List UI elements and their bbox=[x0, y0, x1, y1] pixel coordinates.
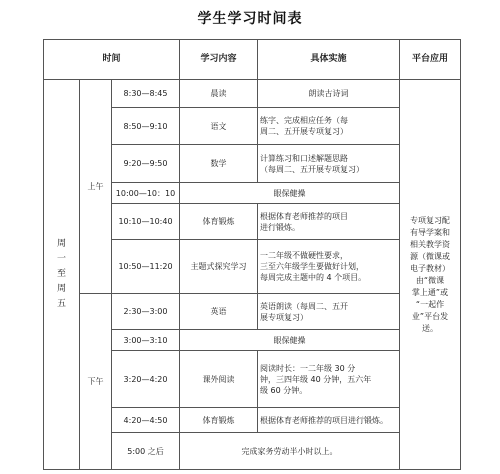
detail-cell: 眼保健操 bbox=[180, 183, 400, 204]
time-cell: 3:20—4:20 bbox=[112, 351, 180, 408]
detail-cell: 英语朗读（每周二、五开 展专项复习） bbox=[258, 294, 400, 330]
detail-cell: 练字、完成相应任务（每 周二、五开展专项复习） bbox=[258, 108, 400, 145]
detail-cell: 朗读古诗词 bbox=[258, 80, 400, 108]
time-cell: 8:50—9:10 bbox=[112, 108, 180, 145]
header-row bbox=[44, 40, 461, 80]
time-cell: 2:30—3:00 bbox=[112, 294, 180, 330]
time-cell: 5:00 之后 bbox=[112, 433, 180, 470]
content-cell: 体育锻炼 bbox=[180, 408, 258, 433]
header-platform: 平台应用 bbox=[400, 40, 461, 80]
content-cell: 晨读 bbox=[180, 80, 258, 108]
platform-cell: 专项复习配 有导学案和 相关教学资 源（微课或 电子教材） 由“微课 掌上通”或 “一起作 业”平台发 送。 bbox=[400, 80, 461, 470]
detail-cell: 一二年级不做硬性要求， 三至六年级学生要做好计划， 每周完成主题中的 4 个项目。 bbox=[258, 240, 400, 294]
table-row bbox=[44, 294, 461, 330]
detail-cell: 眼保健操 bbox=[180, 330, 400, 351]
detail-cell: 阅读时长：一二年级 30 分 钟，三四年级 40 分钟，五六年 级 60 分钟。 bbox=[258, 351, 400, 408]
detail-cell: 根据体育老师推荐的项目 进行锻炼。 bbox=[258, 204, 400, 240]
time-cell: 10:10—10:40 bbox=[112, 204, 180, 240]
period-afternoon: 下午 bbox=[80, 294, 112, 470]
detail-cell: 计算练习和口述解题思路 （每周二、五开展专项复习） bbox=[258, 145, 400, 183]
schedule-table bbox=[43, 39, 461, 470]
content-cell: 课外阅读 bbox=[180, 351, 258, 408]
time-cell: 9:20—9:50 bbox=[112, 145, 180, 183]
table-row bbox=[44, 80, 461, 108]
day-range-cell: 周 一 至 周 五 bbox=[44, 80, 80, 470]
time-cell: 3:00—3:10 bbox=[112, 330, 180, 351]
header-implementation: 具体实施 bbox=[258, 40, 400, 80]
time-cell: 10:50—11:20 bbox=[112, 240, 180, 294]
period-morning: 上午 bbox=[80, 80, 112, 294]
detail-cell: 完成家务劳动半小时以上。 bbox=[180, 433, 400, 470]
content-cell: 主题式探究学习 bbox=[180, 240, 258, 294]
header-content: 学习内容 bbox=[180, 40, 258, 80]
content-cell: 英语 bbox=[180, 294, 258, 330]
time-cell: 10:00—10：10 bbox=[112, 183, 180, 204]
detail-cell: 根据体育老师推荐的项目进行锻炼。 bbox=[258, 408, 400, 433]
time-cell: 8:30—8:45 bbox=[112, 80, 180, 108]
content-cell: 语文 bbox=[180, 108, 258, 145]
content-cell: 数学 bbox=[180, 145, 258, 183]
header-time: 时间 bbox=[44, 40, 180, 80]
page-title: 学生学习时间表 bbox=[197, 11, 303, 27]
content-cell: 体育锻炼 bbox=[180, 204, 258, 240]
time-cell: 4:20—4:50 bbox=[112, 408, 180, 433]
